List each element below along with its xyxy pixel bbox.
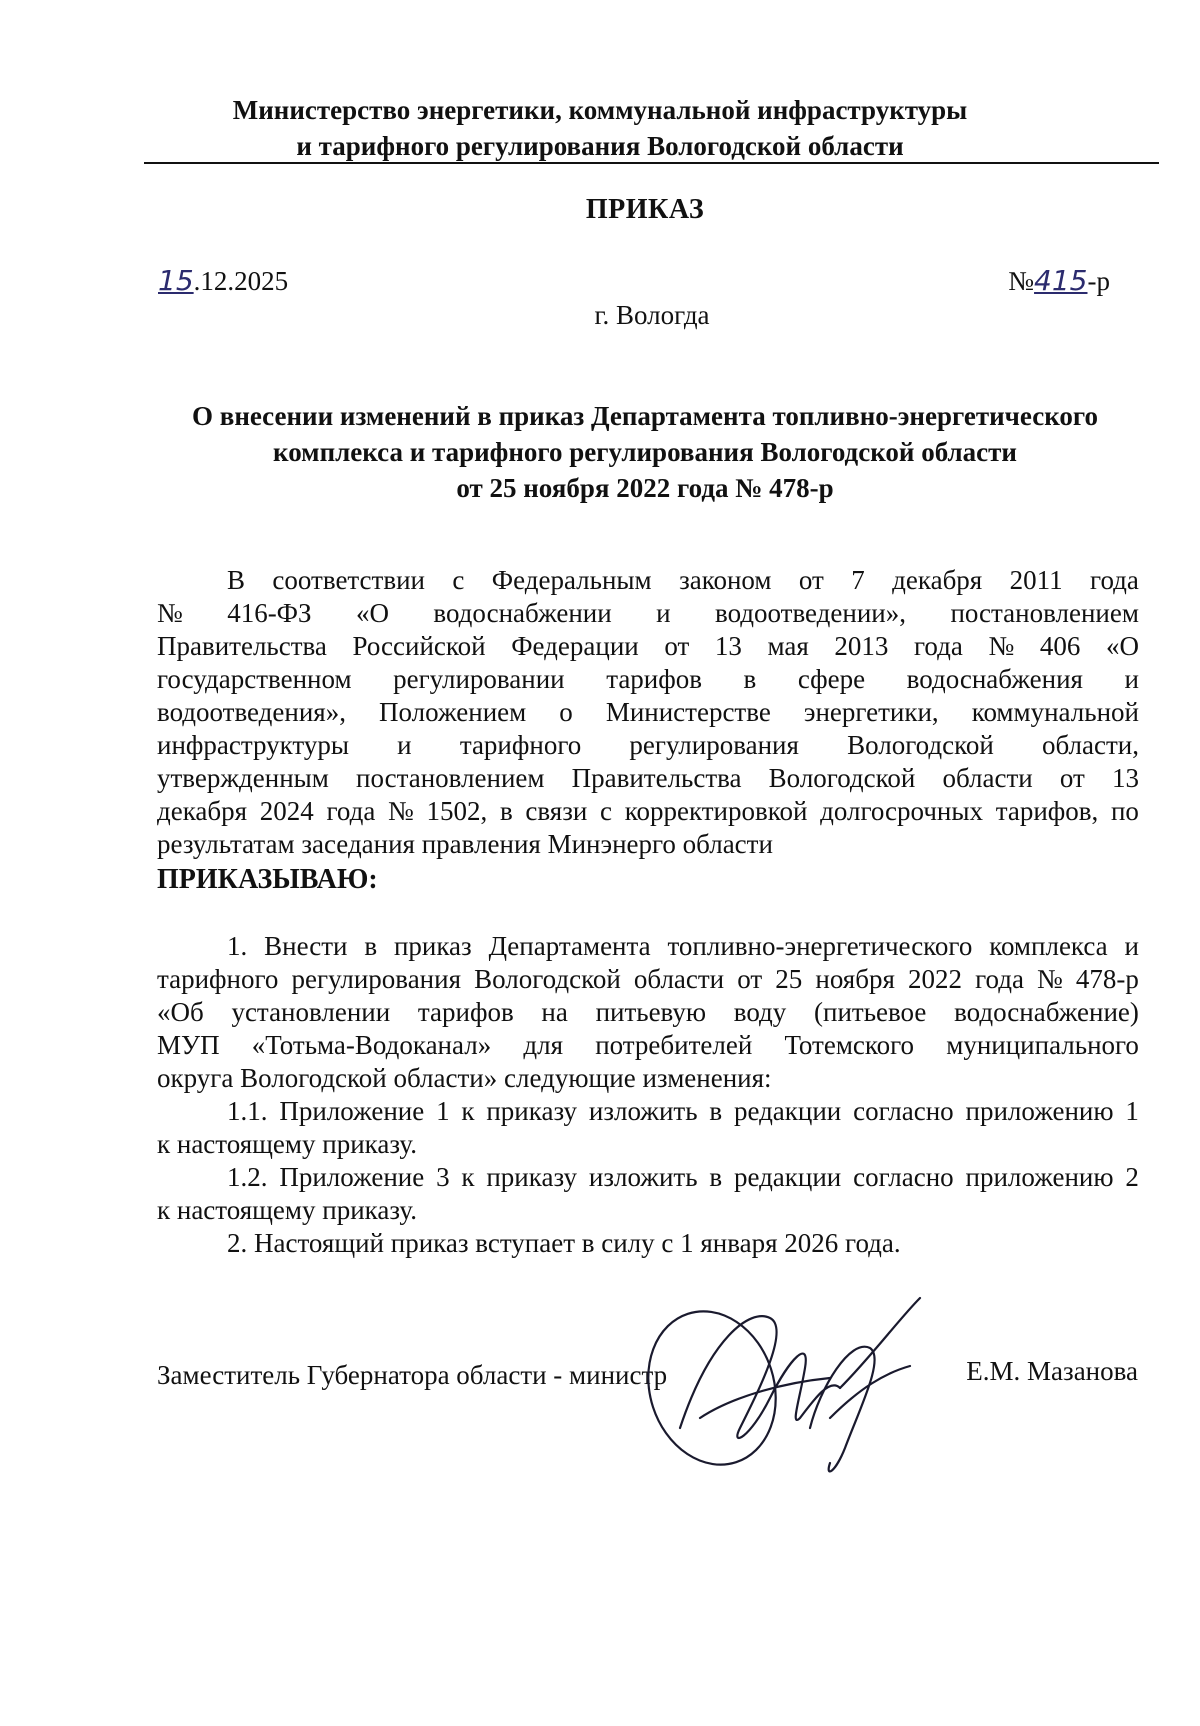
order-word: ПРИКАЗЫВАЮ:: [157, 864, 378, 895]
word: по: [1110, 796, 1139, 826]
word: от: [737, 964, 763, 994]
word: государственном: [157, 664, 352, 694]
number-prefix: №: [1008, 266, 1035, 296]
word: от: [664, 631, 690, 661]
ministry-name-line2: и тарифного регулирования Вологодской области: [296, 131, 904, 161]
item-2: 2. Настоящий приказ вступает в силу с 1 января 2026 года.: [227, 1228, 901, 1258]
word: о: [559, 697, 573, 727]
word: потребителей: [595, 1030, 753, 1060]
word: 3: [436, 1162, 450, 1192]
preamble-line: [157, 729, 1139, 762]
word: №: [1037, 964, 1063, 994]
word: ноября: [815, 964, 895, 994]
word: установлении: [231, 997, 391, 1027]
word: тарифов: [417, 997, 514, 1027]
word: приказу: [486, 1096, 578, 1126]
word: и: [397, 730, 412, 760]
word: коммунальной: [971, 697, 1139, 727]
word: 25: [775, 964, 803, 994]
word: к: [461, 1096, 475, 1126]
order-items: [157, 930, 1139, 1260]
word: комплекса: [989, 931, 1108, 961]
preamble-line: [157, 696, 1139, 729]
word: водоснабжения: [906, 664, 1083, 694]
word: тарифного: [459, 730, 582, 760]
word: 13: [714, 631, 742, 661]
signature-image: [640, 1278, 940, 1488]
item-1-2-line: [157, 1161, 1139, 1194]
word: Положением: [379, 697, 527, 727]
word: года: [326, 796, 376, 826]
word: Тотемского: [784, 1030, 915, 1060]
word: 2022: [907, 964, 962, 994]
word: Правительства: [571, 763, 742, 793]
word: года: [975, 964, 1024, 994]
word: №: [388, 796, 414, 826]
word: тарифного: [157, 964, 279, 994]
word: согласно: [853, 1162, 954, 1192]
word: регулирования: [291, 964, 462, 994]
word: Вологодской: [847, 730, 994, 760]
word: утвержденным: [157, 763, 329, 793]
word: «Об: [157, 997, 204, 1027]
word: Федеральным: [491, 565, 652, 595]
word: в: [499, 796, 513, 826]
word: редакции: [733, 1162, 842, 1192]
subject-line: от 25 ноября 2022 года № 478-р: [456, 473, 834, 503]
word: тарифов: [606, 664, 702, 694]
word: от: [1059, 763, 1085, 793]
word: «О: [355, 598, 389, 628]
word: Федерации: [511, 631, 639, 661]
city: г. Вологда: [594, 300, 710, 330]
word: водоснабжении: [433, 598, 612, 628]
word: согласно: [853, 1096, 954, 1126]
word: Вологодской: [474, 964, 621, 994]
word: законом: [679, 565, 772, 595]
word: 2013: [834, 631, 889, 661]
word: изложить: [588, 1162, 698, 1192]
number-value-handwritten: 415: [1034, 264, 1088, 297]
preamble-line: [157, 663, 1139, 696]
word: «Тотьма-Водоканал»: [251, 1030, 492, 1060]
number-suffix: -р: [1087, 266, 1110, 296]
word: В: [227, 565, 246, 595]
word: 1.2.: [227, 1162, 268, 1192]
word: декабря: [157, 796, 248, 826]
word: регулирования: [629, 730, 799, 760]
word: к: [461, 1162, 475, 1192]
word: области: [633, 964, 725, 994]
word: для: [523, 1030, 564, 1060]
subject-line: О внесении изменений в приказ Департамента топливно-энергетического: [191, 401, 1098, 431]
word: в: [709, 1096, 723, 1126]
word: мая: [767, 631, 809, 661]
word: соответствии: [272, 565, 425, 595]
item-1-line: округа Вологодской области» следующие изменения:: [157, 1063, 772, 1093]
word: №: [988, 631, 1015, 661]
word: корректировкой: [624, 796, 808, 826]
item-1-1-line: [157, 1095, 1139, 1128]
subject-line: комплекса и тарифного регулирования Вологодской области: [273, 437, 1017, 467]
word: постановлением: [950, 598, 1139, 628]
preamble-line: результатам заседания правления Минэнерго области: [157, 829, 773, 859]
word: 1: [436, 1096, 450, 1126]
word: постановлением: [356, 763, 545, 793]
word: 1.: [227, 931, 248, 961]
header-divider: [144, 162, 1159, 164]
preamble-line: [157, 564, 1139, 597]
date-day-handwritten: 15: [158, 264, 194, 297]
document-type: ПРИКАЗ: [585, 194, 705, 225]
word: с: [452, 565, 465, 595]
word: приказу: [486, 1162, 578, 1192]
word: топливно-энергетического: [667, 931, 973, 961]
document-number: [1008, 264, 1110, 297]
word: 7: [851, 565, 865, 595]
item-1-line: [157, 930, 1139, 963]
word: области,: [1041, 730, 1139, 760]
word: с: [600, 796, 613, 826]
word: Министерстве: [605, 697, 771, 727]
date-month-year: .12.2025: [193, 266, 289, 296]
word: от: [798, 565, 824, 595]
word: тарифов,: [995, 796, 1099, 826]
word: Внести: [264, 931, 348, 961]
word: связи: [525, 796, 588, 826]
word: Вологодской: [768, 763, 916, 793]
preamble-line: [157, 597, 1139, 630]
preamble-paragraph: [157, 564, 1139, 861]
word: в: [743, 664, 757, 694]
preamble-line: [157, 795, 1139, 828]
word: Департамента: [488, 931, 651, 961]
word: инфраструктуры: [157, 730, 349, 760]
word: и: [1124, 931, 1139, 961]
word: на: [541, 997, 568, 1027]
item-1-line: [157, 1029, 1139, 1062]
ministry-name-line1: Министерство энергетики, коммунальной инфраструктуры: [232, 95, 968, 125]
word: 1502,: [426, 796, 488, 826]
word: питьевую: [595, 997, 707, 1027]
word: области: [942, 763, 1033, 793]
word: года: [1090, 565, 1139, 595]
item-1-1-line: к настоящему приказу.: [157, 1129, 417, 1159]
word: и: [656, 598, 671, 628]
word: в: [364, 931, 378, 961]
word: Правительства: [157, 631, 327, 661]
word: водоснабжение): [954, 997, 1139, 1027]
word: 406: [1039, 631, 1081, 661]
word: 13: [1111, 763, 1139, 793]
word: в: [709, 1162, 723, 1192]
word: года: [914, 631, 963, 661]
preamble-line: [157, 762, 1139, 795]
word: приказ: [393, 931, 472, 961]
word: 2011: [1009, 565, 1063, 595]
signer-title: Заместитель Губернатора области - министр: [157, 1360, 668, 1390]
word: 478-р: [1075, 964, 1139, 994]
word: декабря: [892, 565, 983, 595]
word: №: [157, 598, 183, 628]
word: водоотведении»,: [715, 598, 907, 628]
word: 1.1.: [227, 1096, 268, 1126]
word: изложить: [588, 1096, 698, 1126]
word: 2: [1125, 1162, 1139, 1192]
word: приложению: [965, 1096, 1114, 1126]
word: водоотведения»,: [157, 697, 346, 727]
word: регулировании: [393, 664, 565, 694]
item-1-2-line: к настоящему приказу.: [157, 1195, 417, 1225]
word: 2024: [259, 796, 314, 826]
word: (питьевое: [814, 997, 927, 1027]
item-1-line: [157, 996, 1139, 1029]
signer-name: Е.М. Мазанова: [966, 1356, 1138, 1386]
word: редакции: [733, 1096, 842, 1126]
word: МУП: [157, 1030, 220, 1060]
document-subject: [150, 398, 1140, 506]
word: Российской: [352, 631, 486, 661]
word: Приложение: [279, 1096, 425, 1126]
word: сфере: [797, 664, 866, 694]
word: и: [1124, 664, 1139, 694]
word: 1: [1125, 1096, 1139, 1126]
word: 416-ФЗ: [227, 598, 312, 628]
preamble-line: [157, 630, 1139, 663]
word: муниципального: [946, 1030, 1139, 1060]
word: Приложение: [279, 1162, 425, 1192]
word: «О: [1105, 631, 1139, 661]
item-1-line: [157, 963, 1139, 996]
word: долгосрочных: [820, 796, 984, 826]
word: энергетики,: [803, 697, 939, 727]
word: приложению: [965, 1162, 1114, 1192]
document-date: [158, 264, 288, 297]
word: воду: [733, 997, 787, 1027]
